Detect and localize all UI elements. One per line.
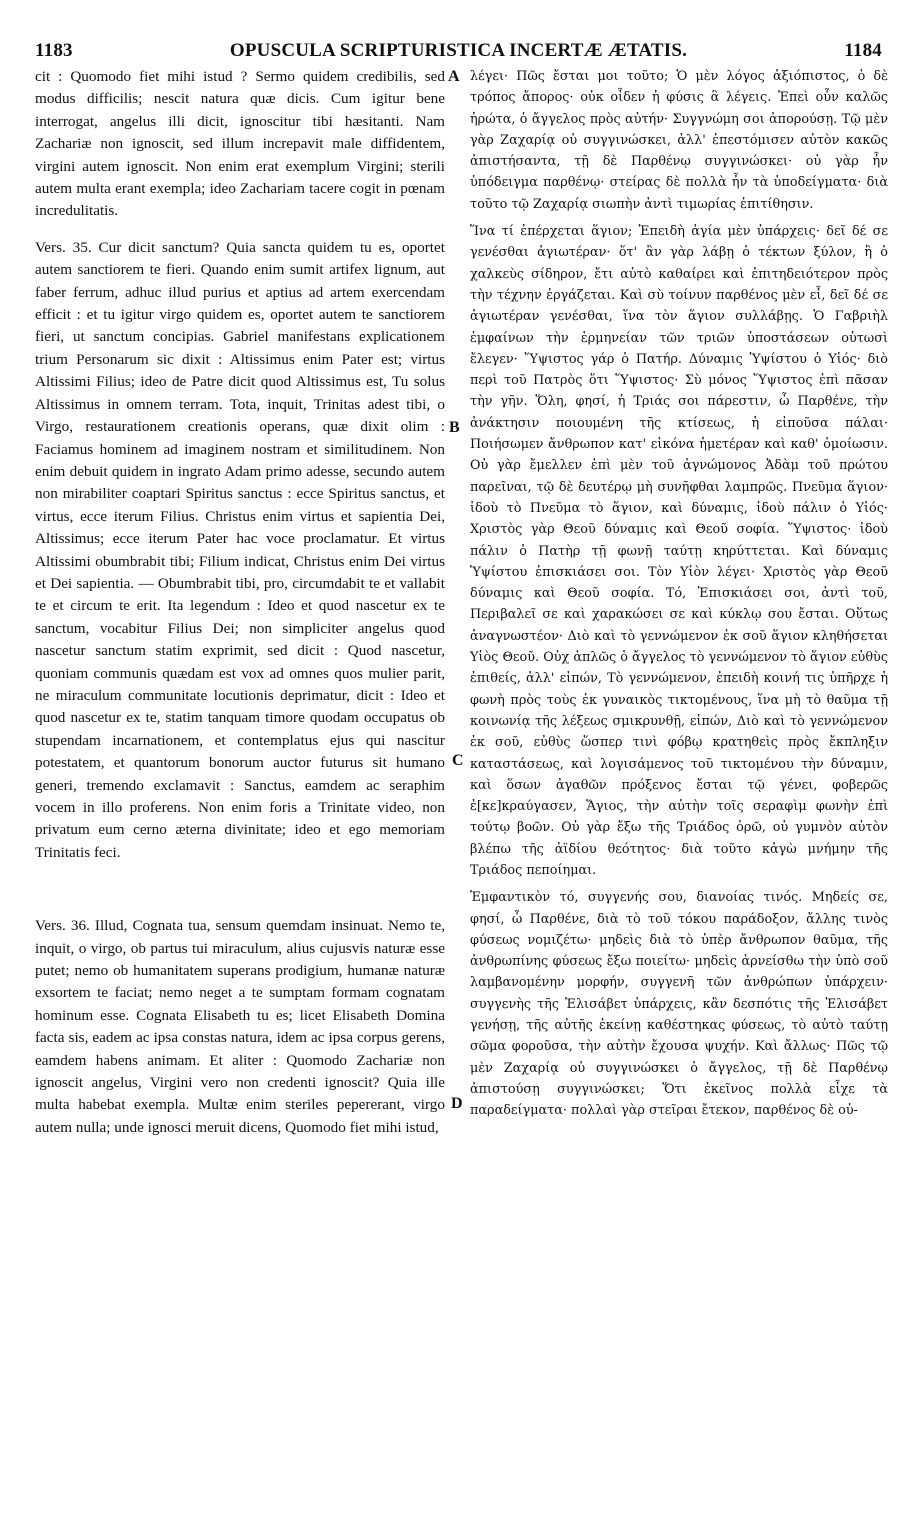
margin-letter-c: C <box>452 752 464 769</box>
margin-letter-b: B <box>449 419 460 436</box>
latin-paragraph: Vers. 35. Cur dicit sanctum? Quia sancta quidem tu es, oportet autem sanctiorem te fieri. Quando enim sumit artifex lignum, aut faber ferrum, adhuc illud purius et aptius ad artem exercendam efficit : et tu igitur virgo quidem es, oportet autem te sanctiorem fieri, ut sanctum concipias. Gabriel manifestans explicationem trium Personarum sic dixit : Altissimus enim Pater est; virtus Altissimi Filius; ideo de Patre dicit quod Altissimus est, Tu solus Altissimus in omnem terram. Tota, inquit, Trinitas adest tibi, o Virgo, restaurationem creationis operans, quæ dixit olim : Faciamus hominem ad imaginem nostram et similitudinem. Non enim debuit quidem in ingrato Adam primo adesse, secundo autem non mirabiliter coaptari Spiritus sanctus : ecce Spiritus sanctus, et virtus, ecce iterum Filius. Christus enim virtus et sapientia Dei, Altissimus; ecce iterum Pater hac voce proclamatur. Et virtus Altissimi obumbrabit tibi; Filium indicat, Christus enim Dei virtus et Dei sapientia. — Obumbrabit tibi, pro, circumdabit te et vallabit te et circum te erit. Ita legendum : Ideo et quod nascetur ex te sanctum, vocabitur Filius Dei; non simpliciter angelus quod nascetur sanctum statim exprimit, sed dicit : Quod nascetur, quoniam communis quædam est vox ad omnes quos mulier parit, ne miraculum communitate locutionis deprimatur, dicit : Ideo et quod nascetur ex te, statim tanquam timore quodam occupatus ob stupendam incarnationem, et contemplatus ejus qui nascitur potestatem, et quantorum bonorum auctor futurus sit humano generi, tremendo exclamavit : Sanctus, eamdem ac seraphim vocem in illo proferens. Non enim foris a Trinitate video, non privatum eum cerno æterna divinitate; ideo et ego memoriam Trinitatis feci. <box>35 238 445 861</box>
greek-paragraph: Ἐμφαντικὸν τό, συγγενής σου, διανοίας τινός. Μηδείς σε, φησί, ὦ Παρθένε, διὰ τὸ τοῦ τόκου παράδοξον, ἄλλης τινὸς φύσεως νομιζέτω· μηδεὶς διὰ τὸ ὑπὲρ ἄνθρωπον θαῦμα, τῆς ἀνθρωπίνης φύσεως ἔξω ποιείτω· μηδεὶς ἀρνείσθω τὴν ὑπὸ σοῦ λαμβανομένην μορφήν, συγγενῆ τῶν ἀνθρώπων ὑπάρχειν· συγγενὴς τῆς Ἐλισάβετ ὑπάρχεις, κἂν δεσπότις τῆς Ἐλισάβετ γενήσῃ, τῆς αὐτῆς ἐκείνῃ καθέστηκας φύσεως, τὸ αὐτὸ ταύτῃ σῶμα φοροῦσα, τὴν αὐτὴν ἔχουσα ψυχήν. Καὶ ἄλλως· Πῶς τῷ μὲν Ζαχαρίᾳ οὐ συγγινώσκει ὁ ἄγγελος, τῇ δὲ Παρθένῳ ἀπιστούσῃ συγγινώσκει; Ὅτι ἐκεῖνος πολλὰ εἶχε τὰ παραδείγματα· πολλαὶ γὰρ στεῖραι ἔτεκον, παρθένος δὲ οὐ- <box>470 890 888 1119</box>
latin-paragraph: Vers. 36. Illud, Cognata tua, sensum quemdam insinuat. Nemo te, inquit, o virgo, ob partus tui miraculum, alius cujusvis naturæ esse putet; nemo ob humanitatem superans prodigium, humanæ naturæ exsortem te faciat; nemo neget a te sumptam formam cognatam hominum esse. Cognata Elisabeth tu es; licet Elisabeth Domina facta sis, eadem ac ipsa constas natura, idem ac ipsa corpus gerens, eamdem habens animam. Et aliter : Quomodo Zachariæ non ignoscit angelus, Virgini vero non credenti ignoscit? Quia ille multa habebat exempla. Multæ enim steriles pepererant, virgo autem nulla; unde ignosci meruit dicens, Quomodo fiet mihi istud, <box>35 917 445 1136</box>
page-header <box>0 0 917 62</box>
margin-letter-d: D <box>451 1095 463 1112</box>
page-number-left: 1183 <box>35 40 73 61</box>
latin-paragraph: cit : Quomodo fiet mihi istud ? Sermo quidem credibilis, sed modus difficilis; nescit natura quæ dicis. Cum igitur bene interrogat, angelus illi dicit, ignoscitur tibi hæsitanti. Nam Zachariæ non ignoscit, sed illum increpavit male diffidentem, virgini autem ignoscit. Non enim erat exemplum Virgini; sterili autem multa erant exempla; ideo Zachariam tacere cogit in pœnam incredulitatis. <box>35 68 445 220</box>
running-title: OPUSCULA SCRIPTURISTICA INCERTÆ ÆTATIS. <box>229 40 688 61</box>
margin-letter-a: A <box>448 68 460 85</box>
latin-column <box>35 66 445 1139</box>
greek-paragraph: λέγει· Πῶς ἔσται μοι τοῦτο; Ὁ μὲν λόγος ἀξιόπιστος, ὁ δὲ τρόπος ἄπορος· οὐκ οἶδεν ἡ φύσις ἃ λέγεις. Ἐπεὶ οὖν καλῶς ἠρώτα, ὁ ἄγγελος πρὸς αὐτήν· Συγγνώμη σοι ἀπορούσῃ. Τῷ μὲν γὰρ Ζαχαρίᾳ οὐ συγγινώσκει, ἀλλ' ἐπεστόμισεν αὐτὸν κακῶς ἀπιστήσαντα, τῇ δὲ Παρθένῳ συγγινώσκει· οὐ γὰρ ἦν ὑπόδειγμα παρθένῳ· στείρας δὲ πολλὰ ἦν τὰ ὑποδείγματα· διὰ τοῦτο τῷ Ζαχαρίᾳ σιωπὴν ἀντὶ τιμωρίας ἐπιτίθησιν. <box>470 69 888 212</box>
greek-column <box>470 66 888 1122</box>
page-number-right: 1184 <box>844 40 882 61</box>
greek-paragraph: Ἵνα τί ἐπέρχεται ἅγιον; Ἐπειδὴ ἁγία μὲν ὑπάρχεις· δεῖ δέ σε γενέσθαι ἁγιωτέραν· ὅτ' ἂν γὰρ λάβῃ ὁ τέκτων ξύλον, ἢ ὁ χαλκεὺς σίδηρον, ἔτι αὐτὸ καθαίρει καὶ ἐπιτηδειότερον πρὸς τὴν τέχνην ἐργάζεται. Καὶ σὺ τοίνυν παρθένος μὲν εἶ, δεῖ δέ σε ἁγιωτέραν γενέσθαι, ἵνα τὸν ἅγιον συλλάβῃς. Ὁ Γαβριὴλ ἐμφαίνων τὴν ἑρμηνείαν τῶν τριῶν ὑποστάσεων οὑτωσὶ ἔλεγεν· Ὕψιστος γάρ ὁ Πατήρ. Δύναμις Ὑψίστου ὁ Υἱός· διὸ περὶ τοῦ Πατρὸς ὅτι Ὕψιστος· Σὺ μόνος Ὕψιστος ἐπὶ πᾶσαν τὴν γῆν. Ὅλη, φησί, ἡ Τριάς σοι πάρεστιν, ὦ Παρθένε, τὴν ἀνάκτησιν ποιουμένη τῆς κτίσεως, ἡ εἰποῦσα πάλαι· Ποιήσωμεν ἄνθρωπον κατ' εἰκόνα ἡμετέραν καὶ καθ' ὁμοίωσιν. Οὐ γὰρ ἔμελλεν ἐπὶ μὲν τοῦ ἀγνώμονος Ἀδὰμ τοῦ πρώτου παρεῖναι, τῷ δὲ δευτέρῳ μὴ συνῆφθαι λαμπρῶς. Πνεῦμα ἅγιον· ἰδοὺ τὸ Πνεῦμα τὸ ἅγιον, καὶ δύναμις, ἰδοὺ πάλιν ὁ Υἱός· Χριστὸς γὰρ Θεοῦ δύναμις καὶ Θεοῦ σοφία. Ὕψιστος· ἰδοὺ πάλιν ὁ Πατὴρ τῇ φωνῇ ταύτῃ κηρύττεται. Καὶ δύναμις Ὑψίστου ἐπισκιάσει σοι. Τὸν Υἱὸν λέγει· Χριστὸς γὰρ Θεοῦ δύναμις καὶ Θεοῦ σοφία. Τό, Ἐπισκιάσει σοι, ἀντὶ τοῦ, Περιβαλεῖ σε καὶ χαρακώσει σε καὶ κύκλῳ σου ἔσται. Οὕτως ἀναγνωστέον· Διὸ καὶ τὸ γεννώμενον ἐκ σοῦ ἅγιον κληθήσεται Υἱὸς Θεοῦ. Οὐχ ἁπλῶς ὁ ἄγγελος τὸ γεννώμενον τὸ ἅγιον εὐθὺς ἐπιθείς, ἀλλ' εἰπών, Τὸ γεννώμενον, ἐπειδὴ κοινή τις ὑπῆρχε ἡ φωνὴ πρὸς τοὺς ἐκ γυναικὸς τικτομένους, ἵνα μὴ τὸ θαῦμα τῇ κοινωνίᾳ τῆς λέξεως σμικρυνθῇ, εἰπών, Διὸ καὶ τὸ γεννώμενον ἐκ σοῦ, εὐθὺς ὥσπερ τινὶ φόβῳ κρατηθεὶς πρὸς ἔκπληξιν καταστάσεως, καὶ λογισάμενος τοῦ τικτομένου τὴν δύναμιν, καὶ ὅσων ἀγαθῶν πρόξενος ἔσται τῷ γένει, φοβερῶς ἐ[κε]κραύγασεν, Ἅγιος, τὴν αὐτὴν τοῖς σεραφὶμ φωνὴν ἐπὶ τούτῳ βοῶν. Οὐ γὰρ ἔξω τῆς Τριάδος ὁρῶ, οὐ γυμνὸν αὐτὸν βλέπω τῆς ἀϊδίου θεότητος· διὰ τοῦτο κἀγὼ μνήμην τῆς Τριάδος πεποίημαι. <box>470 224 888 878</box>
